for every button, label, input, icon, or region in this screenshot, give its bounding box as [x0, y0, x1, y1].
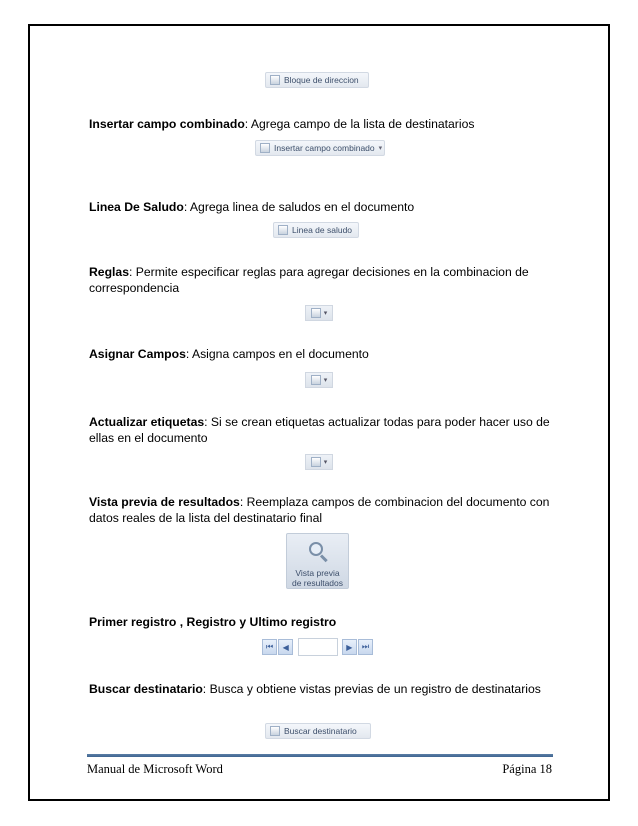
rules-button[interactable] — [305, 305, 333, 321]
section-term: Reglas — [89, 265, 129, 279]
dropdown-arrow-icon: ▾ — [378, 145, 383, 152]
dropdown-arrow-icon: ▾ — [323, 459, 328, 466]
rules-icon — [311, 308, 321, 318]
section-term: Primer registro , Registro y Ultimo registro — [89, 615, 337, 629]
find-recipient-icon — [270, 726, 280, 736]
section-desc: : Si se crean etiquetas actualizar todas para poder hacer uso de ellas en el documento — [89, 415, 550, 445]
section-desc: : Agrega campo de la lista de destinatarios — [244, 117, 475, 131]
section-asignar-campos — [89, 346, 559, 362]
merge-field-icon — [260, 143, 270, 153]
record-navigation — [262, 636, 374, 658]
find-recipient-button[interactable] — [265, 723, 371, 739]
magnifier-abc-icon — [305, 540, 331, 564]
section-desc: : Asigna campos en el documento — [185, 347, 369, 361]
dropdown-arrow-icon: ▾ — [323, 377, 328, 384]
record-number-input[interactable] — [298, 638, 338, 656]
section-term: Asignar Campos — [89, 347, 186, 361]
last-record-button[interactable]: ⏭ — [358, 639, 373, 655]
section-reglas — [89, 264, 559, 296]
section-desc: : Reemplaza campos de combinacion del documento con datos reales de la lista del destinatario final — [89, 495, 550, 525]
greeting-line-button[interactable] — [273, 222, 359, 238]
greeting-line-icon — [278, 225, 288, 235]
dropdown-arrow-icon: ▾ — [323, 310, 328, 317]
section-vista-previa — [89, 494, 559, 526]
section-desc: : Permite especificar reglas para agregar decisiones en la combinacion de correspondencia — [89, 265, 529, 295]
insert-merge-field-button[interactable] — [255, 140, 385, 156]
section-term: Linea De Saludo — [89, 200, 184, 214]
footer-title: Manual de Microsoft Word — [87, 762, 223, 776]
section-term: Vista previa de resultados — [89, 495, 240, 509]
address-block-icon — [270, 75, 280, 85]
section-insertar-campo — [89, 116, 559, 132]
section-linea-saludo — [89, 199, 559, 215]
section-registros — [89, 614, 559, 630]
footer-page-number: Página 18 — [502, 762, 552, 776]
section-term: Actualizar etiquetas — [89, 415, 205, 429]
section-term: Insertar campo combinado — [89, 117, 245, 131]
next-record-button[interactable]: ▶ — [342, 639, 357, 655]
address-block-button[interactable] — [265, 72, 369, 88]
preview-results-label-2: de resultados — [291, 578, 344, 588]
preview-results-button[interactable] — [286, 533, 349, 589]
address-block-label: Bloque de direccion — [284, 75, 359, 85]
section-buscar-destinatario — [89, 681, 559, 697]
previous-record-button[interactable]: ◀ — [278, 639, 293, 655]
greeting-line-label: Linea de saludo — [292, 225, 353, 235]
footer-rule — [87, 754, 553, 757]
update-labels-button[interactable] — [305, 454, 333, 470]
section-term: Buscar destinatario — [89, 682, 203, 696]
first-record-button[interactable]: ⏮ — [262, 639, 277, 655]
match-fields-button[interactable] — [305, 372, 333, 388]
update-labels-icon — [311, 457, 321, 467]
insert-merge-field-label: Insertar campo combinado — [274, 143, 375, 153]
match-fields-icon — [311, 375, 321, 385]
preview-results-label-1: Vista previa — [295, 568, 340, 578]
section-desc: : Busca y obtiene vistas previas de un registro de destinatarios — [202, 682, 541, 696]
find-recipient-label: Buscar destinatario — [284, 726, 357, 736]
section-actualizar-etiquetas — [89, 414, 559, 446]
section-desc: : Agrega linea de saludos en el documento — [183, 200, 415, 214]
